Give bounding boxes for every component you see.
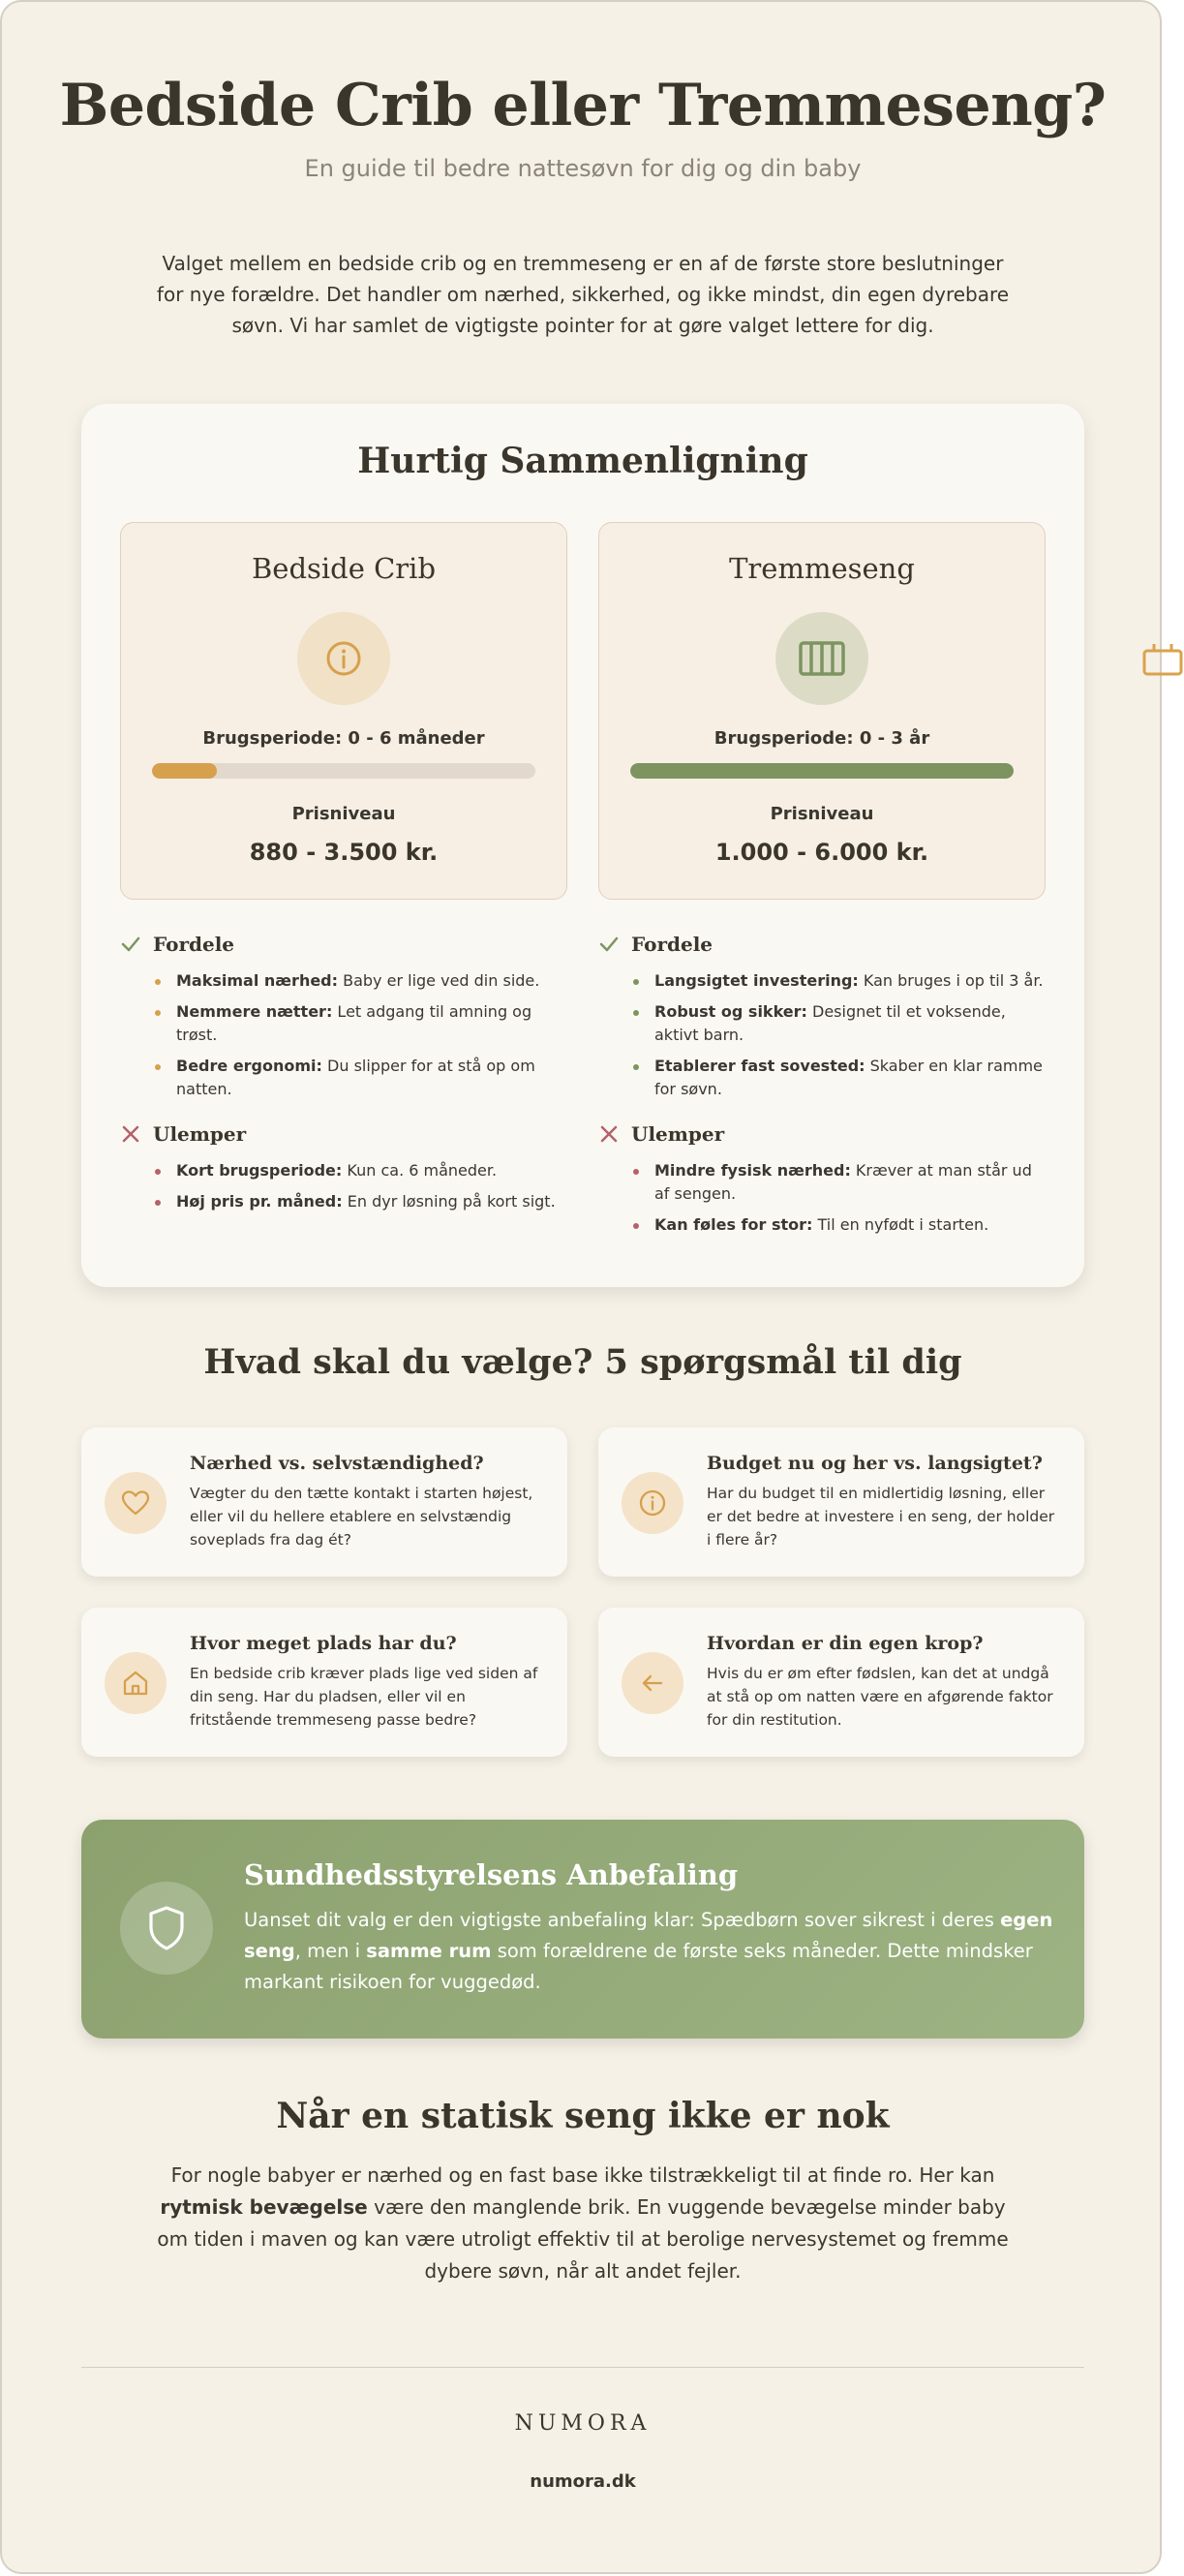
brand-logo[interactable]: NUMORA [514, 2411, 652, 2436]
closing-title: Når en statisk seng ikke er nok [276, 2096, 890, 2136]
check-icon [120, 934, 153, 955]
usage-period: Brugsperiode: 0 - 3 år [713, 728, 930, 749]
pros-list [120, 969, 567, 1101]
price-value: 880 - 3.500 kr. [249, 839, 439, 866]
recommendation-box [81, 1820, 1084, 2039]
cross-icon [598, 1123, 631, 1145]
question-text: Vægter du den tætte kontakt i starten højest, eller vil du hellere etablere en selvstændig soveplads fra dag ét? [190, 1485, 533, 1549]
cons-header [120, 1119, 567, 1150]
heart-icon [105, 1472, 167, 1534]
list-item: Høj pris pr. måned: En dyr løsning på kort sigt. [120, 1190, 567, 1213]
page-subtitle: En guide til bedre nattesøvn for dig og din baby [304, 155, 862, 182]
option-card-tremmeseng [598, 522, 1046, 900]
question-title: Nærhed vs. selvstændighed? [190, 1453, 484, 1474]
question-text: Har du budget til en midlertidig løsning, eller er det bedre at investere i en seng, der holder i flere år? [707, 1485, 1055, 1549]
home-icon [105, 1652, 167, 1714]
pros-cons-tremmeseng [598, 929, 1046, 1244]
question-card [81, 1427, 567, 1577]
pros-header [120, 929, 567, 960]
page-title: Bedside Crib eller Tremmeseng? [59, 72, 1107, 139]
list-item: Robust og sikker: Designet til et voksende, aktivt barn. [598, 1000, 1046, 1047]
pros-header [598, 929, 1046, 960]
list-item: Mindre fysisk nærhed: Kræver at man står ud af sengen. [598, 1159, 1046, 1206]
list-item: Bedre ergonomi: Du slipper for at stå op om natten. [120, 1055, 567, 1101]
cons-block [598, 1119, 1046, 1237]
option-card-bedside-crib [120, 522, 567, 900]
usage-bar [630, 763, 1014, 779]
question-text: En bedside crib kræver plads lige ved siden af din seng. Har du pladsen, eller vil en fritstående tremmeseng passe bedre? [190, 1665, 538, 1729]
price-value: 1.000 - 6.000 kr. [714, 839, 929, 866]
list-item: Kort brugsperiode: Kun ca. 6 måneder. [120, 1159, 567, 1182]
list-item: Langsigtet investering: Kan bruges i op til 3 år. [598, 969, 1046, 993]
usage-bar-fill [630, 763, 1014, 779]
pros-title: Fordele [631, 933, 713, 956]
crib-bars-icon [775, 612, 868, 705]
price-label: Prisniveau [770, 804, 874, 824]
footer-divider [81, 2367, 1084, 2368]
pros-cons-bedside-crib [120, 929, 567, 1221]
cons-title: Ulemper [153, 1122, 247, 1146]
usage-bar-fill [152, 763, 217, 779]
closing-text: For nogle babyer er nærhed og en fast base ikke tilstrækkeligt til at finde ro. Her kan rytmisk bevægelse være den manglende brik. En vuggende bevægelse minder baby om tiden i maven og kan være utroligt effektiv til at berolige nervesystemet og fremme dybere søvn, når alt andet fejler. [157, 2163, 1009, 2283]
list-item: Maksimal nærhed: Baby er lige ved din side. [120, 969, 567, 993]
cons-title: Ulemper [631, 1122, 725, 1146]
site-link[interactable]: numora.dk [530, 2471, 636, 2492]
info-icon [297, 612, 390, 705]
list-item: Etablerer fast sovested: Skaber en klar ramme for søvn. [598, 1055, 1046, 1101]
list-item: Kan føles for stor: Til en nyfødt i starten. [598, 1213, 1046, 1237]
cross-icon [120, 1123, 153, 1145]
recommendation-text: Uanset dit valg er den vigtigste anbefaling klar: Spædbørn sover sikrest i deres egen seng, men i samme rum som forældrene de første seks måneder. Dette mindsker markant risikoen for vuggedød. [244, 1909, 1053, 1993]
usage-bar [152, 763, 535, 779]
cons-header [598, 1119, 1046, 1150]
shield-icon [120, 1882, 213, 1975]
question-text: Hvis du er øm efter fødslen, kan det at undgå at stå op om natten være en afgørende faktor for din restitution. [707, 1665, 1053, 1729]
cons-list [598, 1159, 1046, 1237]
cons-block [120, 1119, 567, 1213]
option-name: Tremmeseng [729, 552, 915, 585]
question-title: Hvordan er din egen krop? [707, 1633, 984, 1654]
option-name: Bedside Crib [251, 552, 437, 585]
question-card [598, 1608, 1084, 1757]
info-icon [622, 1472, 683, 1534]
question-title: Hvor meget plads har du? [190, 1633, 457, 1654]
check-icon [598, 934, 631, 955]
list-item: Nemmere nætter: Let adgang til amning og trøst. [120, 1000, 567, 1047]
arrow-left-icon [622, 1652, 683, 1714]
question-title: Budget nu og her vs. langsigtet? [707, 1453, 1043, 1474]
usage-period: Brugsperiode: 0 - 6 måneder [202, 728, 485, 749]
comparison-card [81, 404, 1084, 1287]
cons-list [120, 1159, 567, 1213]
question-card [81, 1608, 567, 1757]
price-label: Prisniveau [291, 804, 396, 824]
pros-title: Fordele [153, 933, 235, 956]
crib-tab-icon[interactable] [1141, 641, 1184, 678]
questions-heading: Hvad skal du vælge? 5 spørgsmål til dig [203, 1342, 962, 1382]
pros-list [598, 969, 1046, 1101]
recommendation-title: Sundhedsstyrelsens Anbefaling [244, 1858, 739, 1891]
intro-text: Valget mellem en bedside crib og en tremmeseng er en af de første store beslutninger for nye forældre. Det handler om nærhed, sikkerhed, og ikke mindst, din egen dyrebare søvn. Vi har samlet de vigtigste pointer for at gøre valget lettere for dig. [156, 252, 1010, 337]
question-card [598, 1427, 1084, 1577]
comparison-title: Hurtig Sammenligning [357, 441, 808, 481]
